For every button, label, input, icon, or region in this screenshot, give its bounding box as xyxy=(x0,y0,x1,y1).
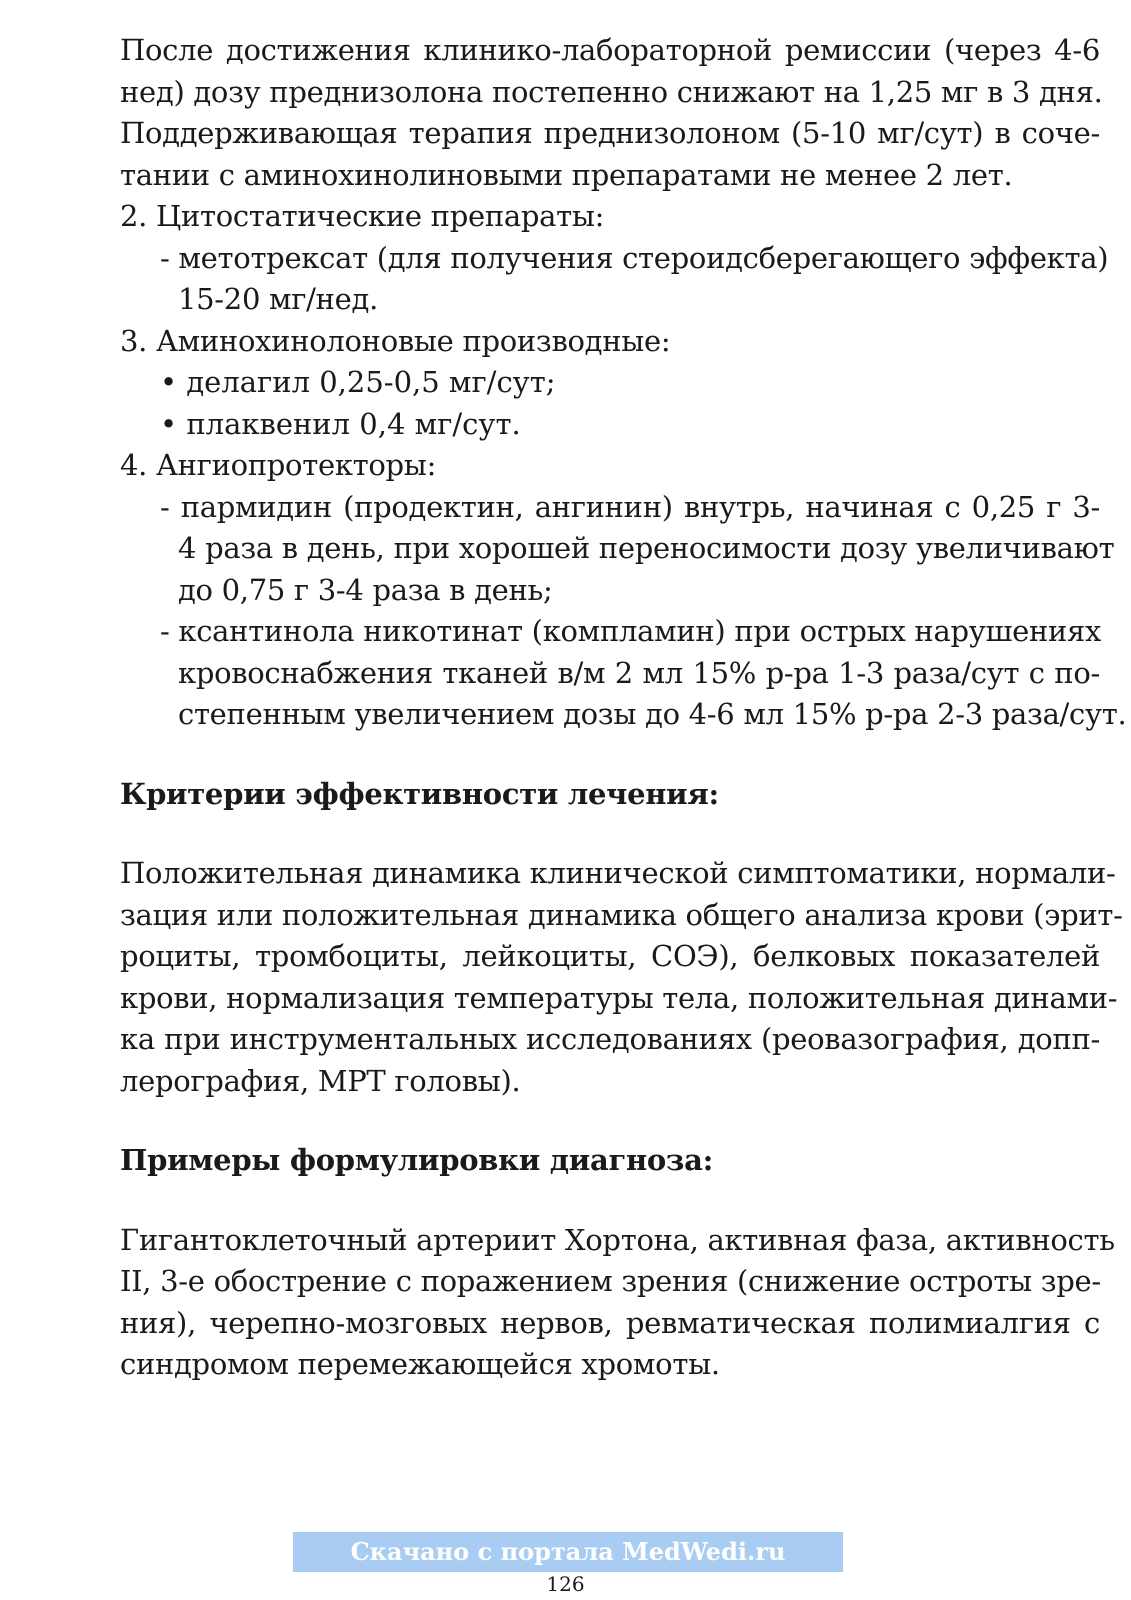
text-line: нед) дозу преднизолона постепенно снижают на 1,25 мг в 3 дня. xyxy=(120,74,1103,109)
text-line: синдромом перемежающейся хромоты. xyxy=(120,1347,720,1381)
spacer xyxy=(120,736,1100,774)
text-line: тании с аминохинолиновыми препаратами не менее 2 лет. xyxy=(120,157,1013,192)
text-line: 4 раза в день, при хорошей переносимости дозу увеличивают xyxy=(178,531,1115,565)
paragraph-criteria xyxy=(120,853,1123,1102)
bullet-item: • плаквенил 0,4 мг/сут. xyxy=(160,406,521,441)
list-item-aminoquinolones xyxy=(120,321,1100,446)
list-item-title: 3. Аминохинолоновые производные: xyxy=(120,323,671,358)
text-line: ния), черепно-мозговых нервов, ревматическая полимиалгия с xyxy=(120,1305,1100,1340)
text-line: до 0,75 г 3-4 раза в день; xyxy=(178,572,553,607)
text-line: - пармидин (продектин, ангинин) внутрь, начиная с 0,25 г 3- xyxy=(160,489,1100,524)
spacer xyxy=(120,1182,1100,1220)
spacer xyxy=(120,815,1100,853)
list-item-angioprotectors xyxy=(120,445,1127,736)
text-line: Положительная динамика клинической симптоматики, нормали- xyxy=(120,856,1116,890)
list-item-title: 4. Ангиопротекторы: xyxy=(120,448,437,482)
spacer xyxy=(120,1102,1100,1140)
section-heading-examples: Примеры формулировки диагноза: xyxy=(120,1143,714,1177)
text-line: лерография, МРТ головы). xyxy=(120,1063,521,1098)
text-line: Гигантоклеточный артериит Хортона, активная фаза, активность xyxy=(120,1222,1115,1257)
text-line: Поддерживающая терапия преднизолоном (5-10 мг/сут) в соче- xyxy=(120,116,1100,150)
section-heading-criteria: Критерии эффективности лечения: xyxy=(120,776,719,811)
text-line: II, 3-е обострение с поражением зрения (снижение остроты зре- xyxy=(120,1264,1101,1298)
download-watermark-banner: Скачано с портала MedWedi.ru xyxy=(293,1532,843,1572)
text-line: - ксантинола никотинат (компламин) при острых нарушениях xyxy=(160,614,1102,648)
list-item-title: 2. Цитостатические препараты: xyxy=(120,199,605,233)
page-number: 126 xyxy=(546,1572,585,1596)
text-line: крови, нормализация температуры тела, положительная динами- xyxy=(120,980,1118,1015)
text-line: зация или положительная динамика общего анализа крови (эрит- xyxy=(120,897,1123,932)
page-content xyxy=(120,30,1127,1386)
text-line: степенным увеличением дозы до 4-6 мл 15% р-ра 2-3 раза/сут. xyxy=(178,697,1127,731)
text-line: - метотрексат (для получения стероидсберегающего эффекта) xyxy=(160,240,1109,275)
text-line: 15-20 мг/нед. xyxy=(178,282,379,316)
text-line: После достижения клинико-лабораторной ремиссии (через 4-6 xyxy=(120,33,1100,67)
list-item-cytostatics xyxy=(120,196,1109,321)
text-line: кровоснабжения тканей в/м 2 мл 15% р-ра 1-3 раза/сут с по- xyxy=(178,655,1100,690)
text-line: роциты, тромбоциты, лейкоциты, СОЭ), белковых показателей xyxy=(120,939,1100,973)
paragraph-remission xyxy=(120,30,1103,196)
bullet-item: • делагил 0,25-0,5 мг/сут; xyxy=(160,365,556,399)
text-line: ка при инструментальных исследованиях (реовазография, допп- xyxy=(120,1022,1100,1056)
paragraph-examples xyxy=(120,1220,1115,1386)
